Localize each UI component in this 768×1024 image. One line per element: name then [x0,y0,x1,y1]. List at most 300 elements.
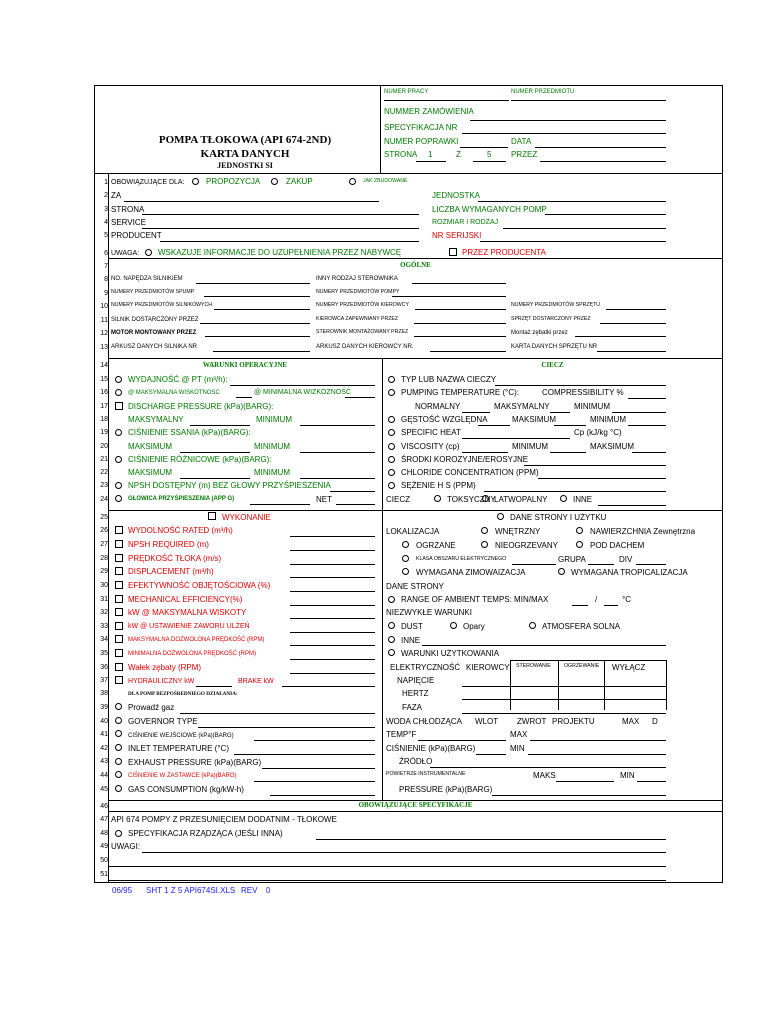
specyfikacja-field[interactable] [462,133,666,134]
cisnienie-zastawce-radio[interactable] [115,771,122,778]
dust-radio[interactable] [388,622,395,629]
utility-col-4 [666,660,667,710]
woda-chlodzaca-label: WODA CHŁODZĄCA [386,717,463,726]
motor-montowany-label: MOTOR MONTOWANY PRZEZ [111,330,197,336]
npsh-required-label: NPSH REQUIRED (m) [128,540,209,549]
cisnienie-zastawce-label: CIŚNIENIE W ZASTAWCE (kPa)(BARG) [128,773,237,779]
karta-sprzetu-field[interactable] [597,351,666,352]
latwopalny-label: LATWOPALNY [494,495,548,504]
cp-label: Cp (kJ/kg °C) [574,428,622,437]
gestosc-maksimum-field[interactable] [554,425,586,426]
jednostka-label: JEDNOSTKA [432,191,481,200]
min-label: MIN [620,771,635,780]
dla-pomp-label: DLA POMP BEZPOŚREDNIEGO DZIAŁANIA: [128,691,238,697]
row-number: 6 [104,250,108,257]
row-number: 3 [104,206,108,213]
min-predkosc-field[interactable] [290,659,375,660]
inne-ciecz-label: INNE [573,495,593,504]
line-r14 [108,358,723,359]
temp-maksymalny-field[interactable] [550,412,570,413]
ssania-radio[interactable] [115,429,122,436]
pressure-label: PRESSURE (kPa)(BARG) [399,785,493,794]
d-label: D [652,717,658,726]
section-specyfikacje: OBOWIĄZUJĄCE SPECYFIKACJE [358,801,473,809]
nummer-zamowienia-field[interactable] [470,120,666,121]
row-number: 5 [104,232,108,239]
motor-montowany-field[interactable] [205,336,310,337]
npsh-dostepny-radio[interactable] [115,482,122,489]
row-number: 23 [100,482,108,489]
karta-sprzetu-label: KARTA DANYCH SPRZĘTU NR [511,344,598,350]
h2s-field[interactable] [484,491,666,492]
klasa-obszaru-radio[interactable] [402,555,409,562]
korozyjne-radio[interactable] [388,456,395,463]
elektrycznosc-label: ELEKTRYCZNOŚĆ [390,663,461,672]
wykonanie-checkbox[interactable] [208,512,216,520]
row-number: 45 [100,786,108,793]
pod-dachem-radio[interactable] [576,541,583,548]
row-number: 24 [100,496,108,503]
cisnienie-wejsciowe-field[interactable] [254,740,375,741]
nieogrzevany-radio[interactable] [481,541,488,548]
numery-sprzetu-field[interactable] [606,309,666,310]
toksyczny-label: TOKSYCZNY [447,495,496,504]
napiecie-field[interactable] [462,686,666,687]
gestosc-minimum-field[interactable] [628,425,666,426]
wnetrzny-radio[interactable] [481,527,488,534]
viscosity-radio[interactable] [388,443,395,450]
max-wiskotnosc-field[interactable] [236,397,252,398]
predkosc-tloka-checkbox[interactable] [115,554,123,562]
liczba-pomp-field[interactable] [545,214,666,215]
row-number: 40 [100,718,108,725]
uwaga-label: UWAGA: [111,250,140,257]
row-number: 43 [100,758,108,765]
producent-label: PRODUCENT [111,231,162,240]
gestosc-radio[interactable] [388,416,395,423]
numery-spump-field[interactable] [204,296,310,297]
hertz-field[interactable] [462,699,666,700]
gas-consumption-radio[interactable] [115,785,122,792]
row-number: 2 [104,192,108,199]
cisnienie-min-label: MIN [510,744,525,753]
hydrauliczny-label: HYDRAULICZNY kW [128,678,195,685]
npsh-dostepny-field[interactable] [330,491,375,492]
row-number: 51 [100,871,108,878]
exhaust-field[interactable] [262,768,375,769]
ogrzewanie-col-label: OGRZEWANIE [564,663,600,669]
cisnienie-woda-label: CIŚNIENIE (kPa)(BARG) [386,744,476,753]
nawierzchnia-label: NAWIERZCHNIA Zewnętrzna [590,527,696,536]
ambient-radio[interactable] [388,596,395,603]
zwrot-label: ZWROT [517,717,547,726]
middle-divider [382,358,383,800]
producent-field[interactable] [160,241,419,242]
uwagi-field-1[interactable] [142,852,666,853]
cisnienie-wejsciowe-radio[interactable] [115,730,122,737]
row-number: 25 [100,514,108,521]
chloride-radio[interactable] [388,469,395,476]
wlot-label: WLOT [475,717,499,726]
roznicowe-label: CIŚNIENIE RÓŻNICOWE (kPa)(BARG): [128,455,272,464]
disch-maksymalny-field[interactable] [190,425,250,426]
compressibility-field[interactable] [628,398,666,399]
cisnienie-zastawce-field[interactable] [254,781,375,782]
strona-label: STRONA [384,150,418,159]
min-predkosc-label: MINIMALNA DOZWOLONA PRĘDKOŚĆ (RPM) [128,651,257,657]
kw-max-wiskoty-label: kW @ MAKSYMALNA WISKOTY [128,608,247,617]
zimowaizacja-label: WYMAGANA ZIMOWAIZACJA [416,568,526,577]
napedza-field[interactable] [196,283,310,284]
z-label: Z [456,150,461,159]
disch-minimum-field[interactable] [300,425,375,426]
cisnienie-min-field[interactable] [528,754,666,755]
dane-strony-radio[interactable] [497,513,504,520]
row-number: 50 [100,857,108,864]
inne-ciecz-radio[interactable] [560,495,567,502]
strona-row-field[interactable] [142,214,419,215]
walek-zebaty-field[interactable] [290,673,375,674]
kw-max-wiskoty-checkbox[interactable] [115,608,123,616]
footer-rev-value: 0 [266,886,271,895]
wykonanie-label: WYKONANIE [222,513,271,522]
governor-radio[interactable] [115,717,122,724]
typ-cieczy-label: TYP LUB NAZWA CIECZY [401,375,497,384]
brake-kw-label: BRAKE kW [238,678,274,685]
row-number: 36 [100,664,108,671]
service-field[interactable] [142,228,419,229]
atmosfera-solna-radio[interactable] [529,622,536,629]
faza-label: FAZA [402,703,423,712]
nr-serijski-label: NR SERIJSKI [432,231,482,240]
mechanical-eff-field[interactable] [290,605,375,606]
montaz-zebatki-label: Montaż zębatki przez [511,330,568,336]
section-ciecz: CIECZ [541,361,564,369]
typ-cieczy-field[interactable] [495,385,666,386]
atmosfera-solna-label: ATMOSFERA SOLNA [542,622,621,631]
row-number: 18 [100,416,108,423]
h2s-radio[interactable] [388,482,395,489]
powietrze-maks-field[interactable] [556,781,614,782]
roznicowe-minimum-field[interactable] [300,478,375,479]
gas-consumption-label: GAS CONSUMPTION (kg/kW-h) [128,785,244,794]
walek-zebaty-label: Wałek zębaty (RPM) [128,663,202,672]
numery-silnikowych-field[interactable] [214,309,310,310]
governor-field[interactable] [198,727,375,728]
nawierzchnia-radio[interactable] [576,527,583,534]
numer-pracy-field[interactable] [384,100,509,101]
row-number: 9 [104,290,108,297]
gestosc-field[interactable] [478,425,510,426]
data-field[interactable] [535,147,666,148]
max-predkosc-checkbox[interactable] [115,635,123,643]
ambient-slash: / [595,595,598,604]
form-subtitle: KARTA DANYCH [200,148,290,160]
arkusz-silnika-field[interactable] [213,351,310,352]
row-number: 48 [100,830,108,837]
gas-consumption-field[interactable] [270,795,375,796]
row-number: 8 [104,276,108,283]
h2s-label: SĘŻENIE H S (PPM) [401,481,476,490]
montaz-zebatki-field[interactable] [575,336,666,337]
temp-maksymalny-label: MAKSYMALNY [494,402,550,411]
exhaust-radio[interactable] [115,758,122,765]
mechanical-eff-checkbox[interactable] [115,595,123,603]
npsh-required-checkbox[interactable] [115,540,123,548]
chloride-label: CHLORIDE CONCENTRATION (PPM) [401,468,539,477]
predkosc-tloka-field[interactable] [290,564,375,565]
opary-radio[interactable] [450,622,457,629]
max-predkosc-label: MAKSYMALNA DOZWOLONA PRĘDKOŚĆ (RPM) [128,637,265,643]
arkusz-kierowcy-field[interactable] [430,351,506,352]
ssania-maksimum-field[interactable] [180,452,250,453]
cisnienie-woda-field[interactable] [476,754,506,755]
numer-przedmiotu-label: NUMER PRZEDMIOTU [511,89,575,95]
ambient-max-field[interactable] [604,605,618,606]
za-field[interactable] [124,201,379,202]
temp-minimum-label: MINIMUM [574,402,610,411]
temp-normalny-field[interactable] [462,412,490,413]
strona-field[interactable] [416,161,446,162]
footer-rev-label: REV [241,886,258,895]
kw-zawor-checkbox[interactable] [115,622,123,630]
toksyczny-radio[interactable] [434,495,441,502]
napedza-silnikiem-label: NO. NAPĘDZA SILNIKIEM [111,276,183,282]
arkusz-silnika-label: ARKUSZ DANYCH SILNIKA NR [111,344,198,350]
utility-table-top [510,660,666,661]
utility-col-3 [604,660,605,710]
max-wiskotnosc-label: @ MAKSYMALNA WISKOTNOSC [128,390,220,396]
pressure-field[interactable] [492,795,666,796]
warunki-uzytkowania-radio[interactable] [388,649,395,656]
line-r47 [108,811,723,812]
numer-poprawki-label: NUMER POPRAWKI [384,137,459,146]
brake-kw-field[interactable] [282,686,375,687]
wnetrzny-label: WNĘTRZNY [495,527,541,536]
nr-serijski-field[interactable] [480,241,666,242]
viscosity-field[interactable] [462,452,508,453]
pumping-temp-radio[interactable] [388,389,395,396]
min-wizkoznosc-label: @ MINIMALNA WIZKOZNOŚĆ [254,389,351,396]
row-number: 49 [100,843,108,850]
row-number: 39 [100,704,108,711]
z-field[interactable] [473,161,506,162]
klasa-obszaru-label: KLASA OBSZARU ELEKTRYCZNEGO [416,556,507,562]
max-predkosc-field[interactable] [290,645,375,646]
grupa-label: GRUPA [558,555,586,564]
line-r25 [108,510,723,511]
powietrze-min-field[interactable] [637,781,666,782]
specyfikacja-label: SPECYFIKACJA NR [384,123,458,132]
prowadz-gaz-field[interactable] [180,713,375,714]
npsh-required-field[interactable] [290,550,375,551]
roznicowe-maksimum-field[interactable] [180,478,250,479]
header-bottom-line [94,173,723,174]
niezwykle-warunki-label: NIEZWYKŁE WARUNKI [386,608,472,617]
tropicalizacja-label: WYMAGANA TROPICALIZACJA [571,568,688,577]
prowadz-gaz-radio[interactable] [115,703,122,710]
przez-producenta-checkbox[interactable] [449,248,457,256]
wydajnosc-radio[interactable] [115,376,122,383]
grupa-field[interactable] [588,564,614,565]
specific-heat-field[interactable] [462,438,570,439]
efektywnosc-checkbox[interactable] [115,581,123,589]
row-number: 28 [100,555,108,562]
temp-minimum-field[interactable] [612,412,666,413]
row-number: 1 [104,179,108,186]
numery-silnikowych-label: NUMERY PRZEDMIOTÓW SILNIKOWYCH [111,302,212,308]
row-number: 17 [100,403,108,410]
wydolnosc-rated-checkbox[interactable] [115,526,123,534]
opary-label: Opary [463,622,485,631]
hertz-label: HERTZ [402,689,429,698]
dane-strony-label: DANE STRONY [386,582,444,591]
glowica-field[interactable] [250,504,310,505]
hydrauliczny-field[interactable] [196,686,232,687]
dust-label: DUST [401,622,423,631]
kierowca-zapewniany-field[interactable] [414,323,506,324]
hydrauliczny-checkbox[interactable] [115,676,123,684]
net-field[interactable] [336,504,375,505]
wydolnosc-rated-label: WYDOLNOŚĆ RATED (m³/h) [128,526,233,535]
temp-max-field[interactable] [530,740,666,741]
zakup-radio[interactable] [271,178,278,185]
min-wizkoznosc-field[interactable] [345,397,375,398]
footer-sheet: SHT 1 Z 5 API674SI.XLS [146,886,236,895]
warunki-uzytkowania-label: WARUNKI UŻYTKOWANIA [401,649,500,658]
row-number: 35 [100,650,108,657]
line-r7 [108,258,723,259]
roznicowe-maksimum-label: MAKSIMUM [128,468,172,477]
wydajnosc-field[interactable] [230,385,375,386]
maks-label: MAKS [533,771,556,780]
ambient-min-field[interactable] [572,605,588,606]
numer-poprawki-field[interactable] [460,147,508,148]
ssania-label: CIŚNIENIE SSANIA (kPa)(BARG): [128,428,251,437]
jak-zbudowane-radio[interactable] [349,178,356,185]
walek-zebaty-checkbox[interactable] [115,663,123,671]
inny-sterownik-field[interactable] [412,283,506,284]
zrodlo-field[interactable] [430,767,666,768]
api-674-label: API 674 POMPY Z PRZESUNIĘCIEM DODATNIM - TŁOKOWE [111,815,337,824]
latwopalny-radio[interactable] [482,495,489,502]
div-field[interactable] [636,564,666,565]
inlet-temp-field[interactable] [234,754,375,755]
numery-kierowcy-field[interactable] [415,309,506,310]
roznicowe-minimum-label: MINIMUM [254,468,290,477]
visc-maksimum-field[interactable] [632,452,666,453]
glowica-radio[interactable] [115,495,122,502]
wydolnosc-rated-field[interactable] [290,536,375,537]
displacement-checkbox[interactable] [115,567,123,575]
przez-field[interactable] [540,161,666,162]
rozmiar-field[interactable] [503,228,666,229]
ogrzane-radio[interactable] [402,541,409,548]
row-number: 20 [100,443,108,450]
nummer-zamowienia-label: NUMMER ZAMÓWIENIA [384,107,474,116]
viscosity-label: VISCOSITY (cp) [401,442,460,451]
specific-heat-radio[interactable] [388,429,395,436]
silnik-dostarczony-field[interactable] [200,323,310,324]
ambient-unit: °C [622,595,631,604]
korozyjne-field[interactable] [524,465,666,466]
zimowaizacja-radio[interactable] [402,568,409,575]
row-number: 26 [100,527,108,534]
discharge-checkbox[interactable] [115,402,123,410]
pumping-temp-label: PUMPING TEMPERATURE (°C): [401,388,520,397]
specyfikacja-rzadzaca-field[interactable] [316,839,666,840]
row-number: 27 [100,541,108,548]
row-number: 38 [100,690,108,697]
kierowcy-col-label: KIEROWCY [466,663,510,672]
row-number: 13 [100,344,108,351]
chloride-field[interactable] [538,478,666,479]
roznicowe-radio[interactable] [115,456,122,463]
klasa-obszaru-field[interactable] [512,564,556,565]
predkosc-tloka-label: PRĘDKOŚĆ TŁOKA (m/s) [128,554,222,563]
sterownik-montazowany-field[interactable] [414,336,506,337]
przez-label: PRZEZ [511,150,538,159]
kw-zawor-label: kW @ USTAWIENIE ZAWORU ULŻEŃ [128,623,250,630]
displacement-field[interactable] [290,577,375,578]
section-ogolne: OGÓLNE [400,261,431,269]
utility-col-2 [558,660,559,710]
powietrze-label: POWIETRZE INSTRUMENTALNE [386,771,466,777]
arkusz-kierowcy-label: ARKUSZ DANYCH KIEROWCY NR. [316,344,414,350]
kw-max-wiskoty-field[interactable] [290,618,375,619]
uwagi-field-3[interactable] [108,880,666,881]
disch-maksymalny-label: MAKSYMALNY [128,415,184,424]
wylacz-col-label: WYŁĄCZ [612,663,646,672]
prowadz-gaz-label: Prowadź gaz [128,703,175,712]
specyfikacja-rzadzaca-radio[interactable] [115,830,122,837]
min-predkosc-checkbox[interactable] [115,649,123,657]
inne-ciecz-field[interactable] [598,505,666,506]
ssania-minimum-field[interactable] [300,452,375,453]
uwaga-radio-icon [145,249,152,256]
row-number: 4 [104,219,108,226]
zakup-label: ZAKUP [286,177,313,186]
gestosc-maksimum-label: MAKSIMUM [512,415,556,424]
jednostka-field[interactable] [478,201,666,202]
napiecie-label: NAPIĘCIE [397,676,435,685]
kw-zawor-field[interactable] [290,632,375,633]
inne-warunki-radio[interactable] [388,636,395,643]
inne-warunki-field[interactable] [422,645,666,646]
temp-f-field[interactable] [418,740,506,741]
zrodlo-label: ŹRÓDŁO [399,757,433,766]
typ-cieczy-radio[interactable] [388,376,395,383]
glowica-label: GŁOWICA PRZYŚPIESZENIA (APP G) [128,496,235,502]
inlet-temp-radio[interactable] [115,744,122,751]
obowiazujace-label: OBOWIĄZUJĄCE DLA: [111,179,185,186]
row-number: 12 [100,330,108,337]
tropicalizacja-radio[interactable] [558,568,565,575]
discharge-label: DISCHARGE PRESSURE (kPa)(BARG): [128,402,274,411]
visc-minimum-field[interactable] [550,452,586,453]
row-number: 29 [100,568,108,575]
efektywnosc-field[interactable] [290,591,375,592]
faza-field[interactable] [462,713,666,714]
sprzet-dostarczony-field[interactable] [600,323,666,324]
specyfikacja-rzadzaca-label: SPECYFIKACJA RZĄDZĄCA (JEŚLI INNA) [128,829,283,838]
propozycja-radio[interactable] [192,178,199,185]
numer-przedmiotu-field[interactable] [511,100,666,101]
numery-pompy-field[interactable] [392,296,506,297]
sprzet-dostarczony-label: SPRZĘT DOSTARCZONY PRZEZ [511,316,591,322]
strona-value: 1 [428,150,433,159]
uwagi-field-2[interactable] [108,866,666,867]
